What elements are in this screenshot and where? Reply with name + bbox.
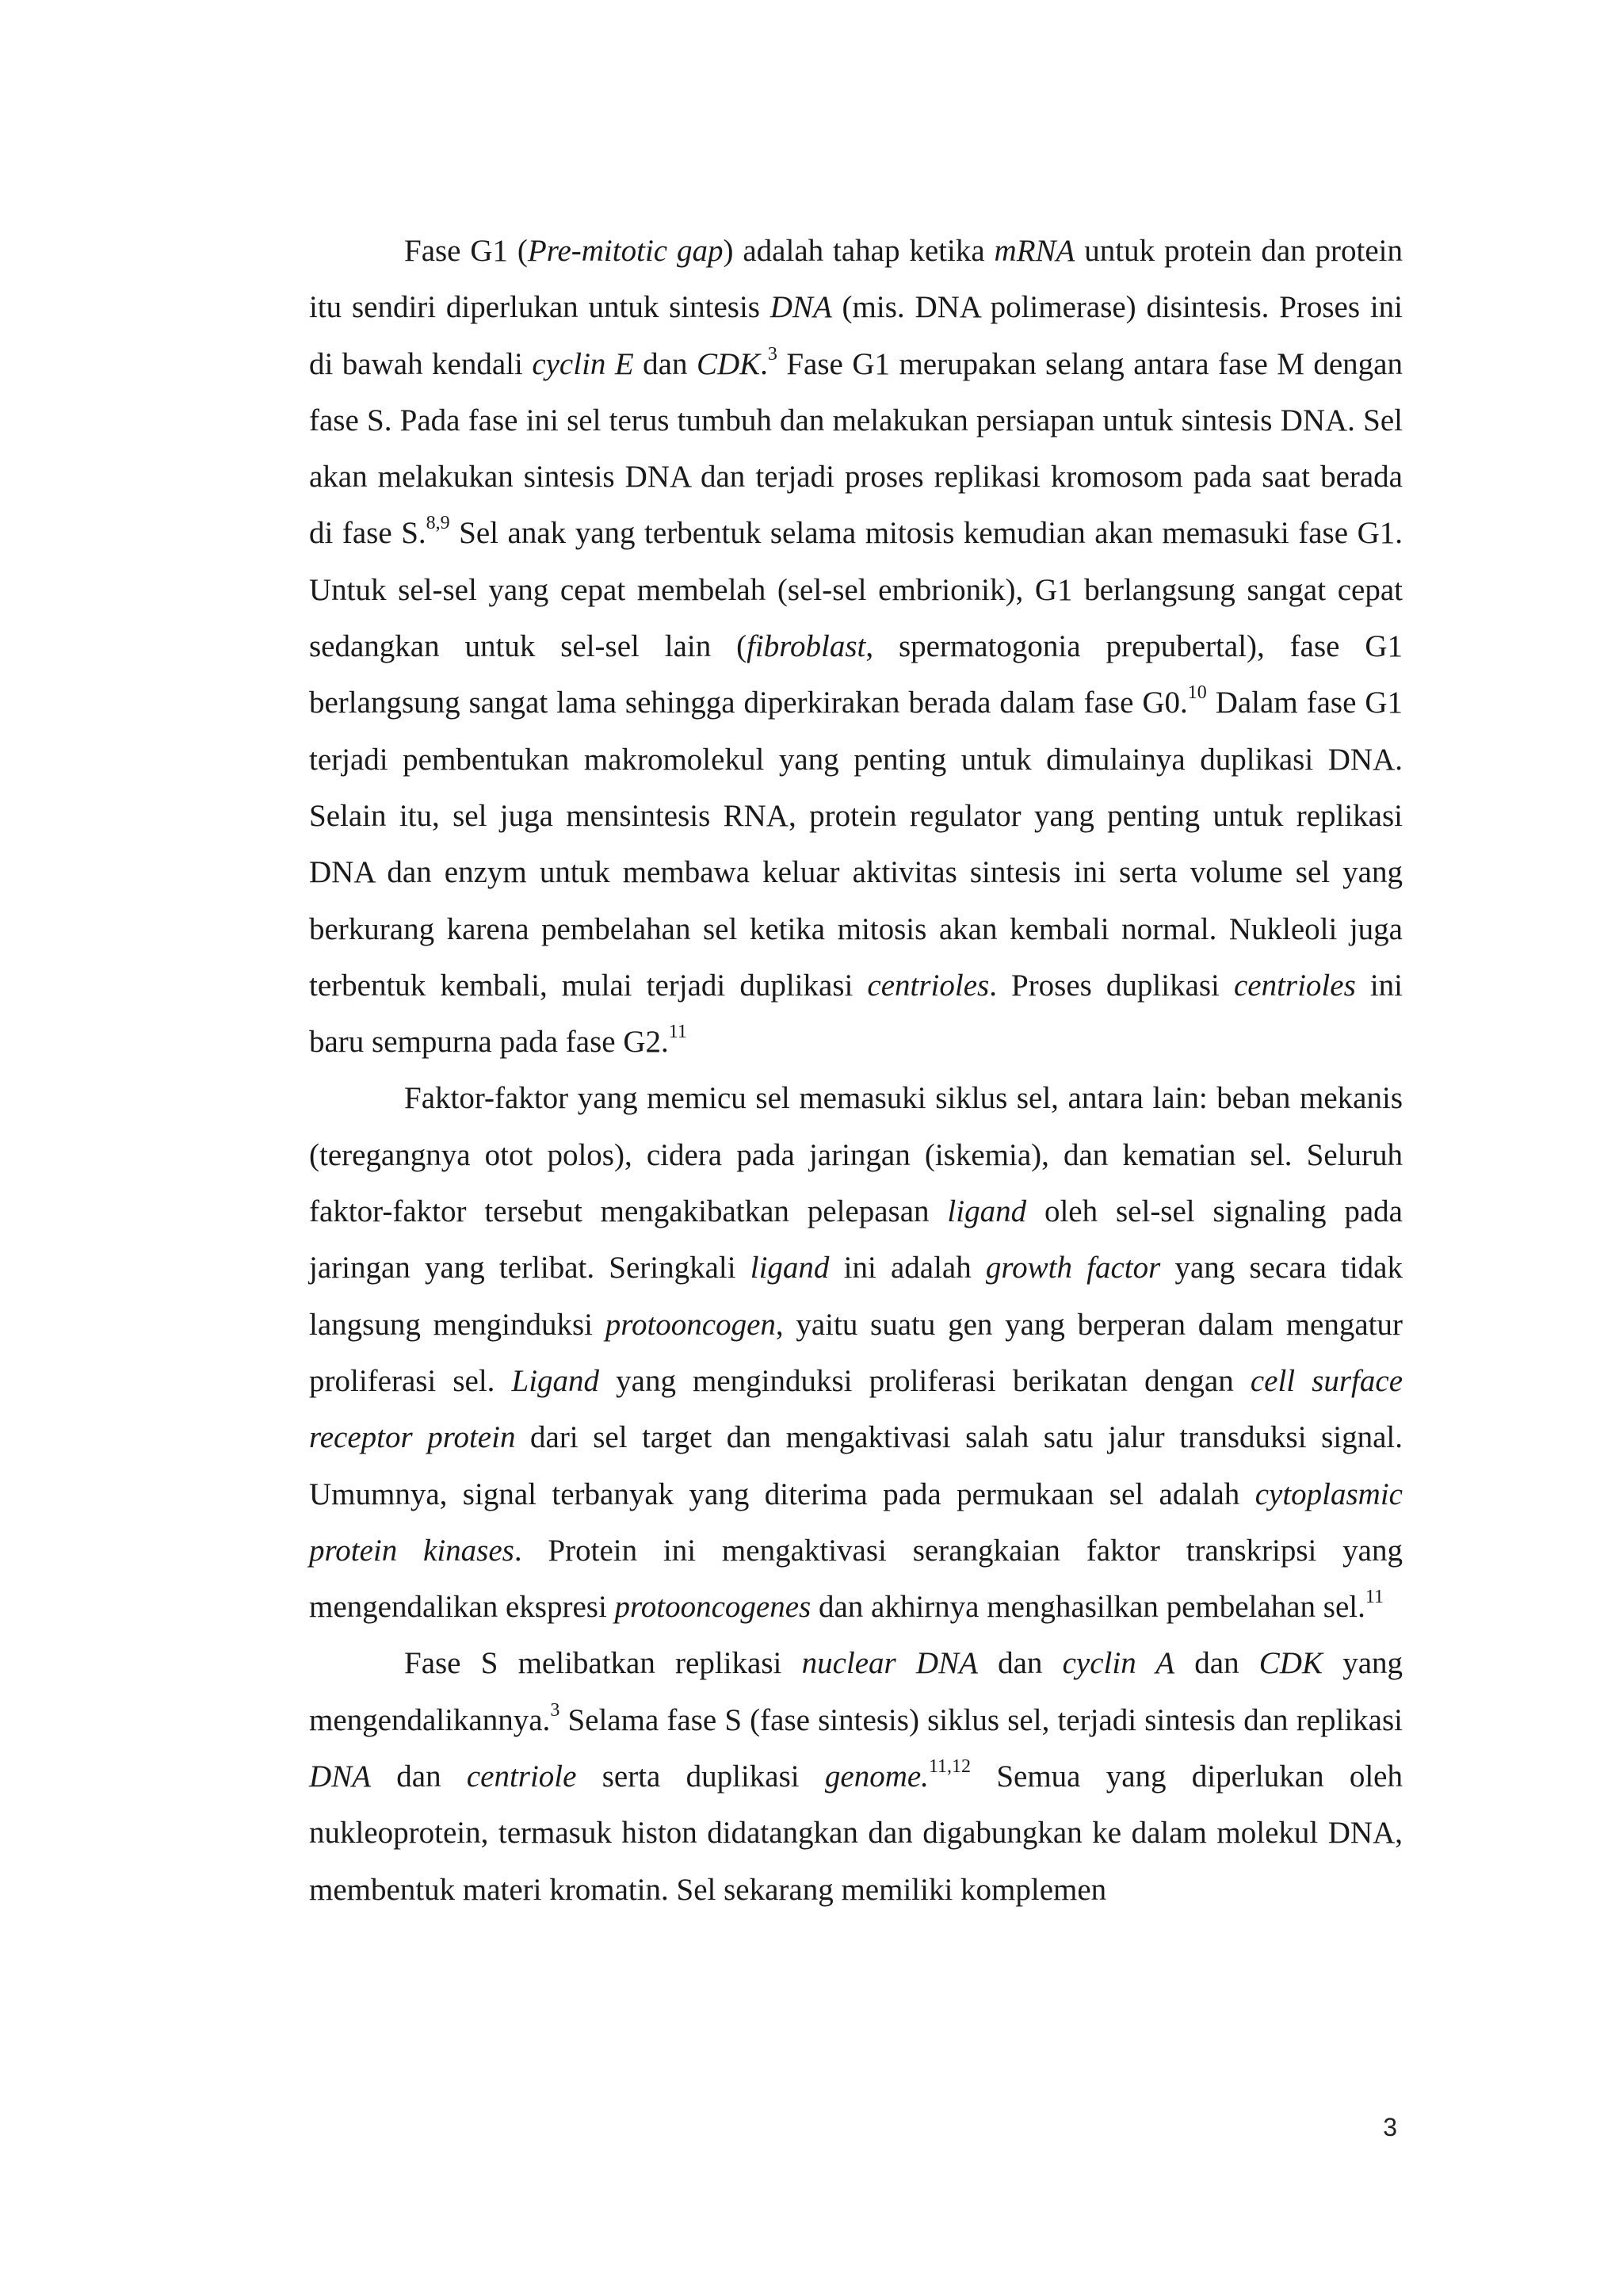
text-run: untuk protein dan protein itu sendiri diperlukan untuk sintesis [309, 234, 1403, 325]
text-run: ini adalah [829, 1251, 986, 1286]
text-run: yang secara tidak langsung menginduksi [309, 1251, 1403, 1342]
text-run: Selama fase S (fase sintesis) siklus sel, terjadi sintesis dan replikasi [559, 1702, 1403, 1737]
text-run: Fase G1 ( [404, 234, 528, 268]
italic-term: growth factor [985, 1251, 1161, 1286]
text-run: . Proses duplikasi [989, 968, 1234, 1003]
paragraph-g1-phase [309, 223, 1403, 1070]
text-run: dan akhirnya menghasilkan pembelahan sel. [811, 1590, 1365, 1625]
text-run: Sel anak yang terbentuk selama mitosis kemudian akan memasuki fase G1. Untuk sel-sel yang cepat membelah (sel-sel embrionik), G1 berlangsung sangat cepat sedangkan untuk sel-sel lain ( [309, 516, 1403, 664]
text-run: (mis. DNA polimerase) disintesis. Proses ini di bawah kendali [309, 290, 1403, 381]
text-run: Fase S melibatkan replikasi [404, 1646, 802, 1681]
italic-term: fibroblast [747, 629, 866, 664]
italic-term: DNA [309, 1759, 371, 1794]
italic-term: genome. [824, 1759, 929, 1794]
italic-term: centrioles [1233, 968, 1356, 1003]
italic-term: nuclear DNA [801, 1646, 978, 1681]
text-run: dan [633, 346, 697, 381]
italic-term: ligand [947, 1194, 1027, 1229]
page-number: 3 [1383, 2113, 1397, 2141]
text-run: Faktor-faktor yang memicu sel memasuki siklus sel, antara lain: beban mekanis (teregangnya otot polos), cidera pada jaringan (iskemia), dan kematian sel. Seluruh faktor-faktor tersebut mengakibatkan pelepasan [309, 1081, 1403, 1229]
text-run: dan [977, 1646, 1063, 1681]
italic-term: cyclin A [1062, 1646, 1175, 1681]
text-run: dari sel target dan mengaktivasi salah satu jalur transduksi signal. Umumnya, signal terbanyak yang diterima pada permukaan sel adalah [309, 1420, 1403, 1511]
italic-term: cytoplasmic protein kinases [309, 1477, 1403, 1568]
text-run: dan [1174, 1646, 1259, 1681]
text-run: ) adalah tahap ketika [723, 234, 995, 268]
text-run: yang menginduksi proliferasi berikatan dengan [599, 1363, 1251, 1398]
body-text [309, 223, 1403, 1918]
italic-term: Ligand [511, 1363, 600, 1398]
italic-term: centriole [466, 1759, 577, 1794]
footnote-reference: 3 [550, 1699, 560, 1721]
italic-term: CDK [1258, 1646, 1323, 1681]
text-run: , yaitu suatu gen yang berperan dalam mengatur proliferasi sel. [309, 1307, 1403, 1398]
footnote-reference: 11 [1365, 1587, 1384, 1608]
text-run: ini baru sempurna pada fase G2. [309, 968, 1403, 1060]
text-run: , spermatogonia prepubertal), fase G1 berlangsung sangat lama sehingga diperkirakan berada dalam fase G0. [309, 629, 1403, 720]
italic-term: cyclin E [532, 346, 634, 381]
italic-term: Pre-mitotic gap [527, 234, 724, 268]
italic-term: cell surface receptor protein [309, 1363, 1403, 1455]
footnote-reference: 11 [668, 1022, 687, 1043]
text-run: dan [371, 1759, 467, 1794]
text-run: . [760, 346, 768, 381]
footnote-reference: 11,12 [928, 1756, 972, 1778]
text-run: serta duplikasi [576, 1759, 825, 1794]
italic-term: ligand [750, 1251, 830, 1286]
italic-term: CDK [696, 346, 761, 381]
footnote-reference: 8,9 [426, 513, 450, 534]
italic-term: protooncogenes [614, 1590, 812, 1625]
text-run: Fase G1 merupakan selang antara fase M dengan fase S. Pada fase ini sel terus tumbuh dan melakukan persiapan untuk sintesis DNA. Sel akan melakukan sintesis DNA dan terjadi proses replikasi kromosom pada saat berada di fase S. [309, 346, 1403, 551]
text-run: Dalam fase G1 terjadi pembentukan makromolekul yang penting untuk dimulainya duplikasi DNA. Selain itu, sel juga mensintesis RNA, protein regulator yang penting untuk replikasi DNA dan enzym untuk membawa keluar aktivitas sintesis ini serta volume sel yang berkurang karena pembelahan sel ketika mitosis akan kembali normal. Nukleoli juga terbentuk kembali, mulai terjadi duplikasi [309, 686, 1403, 1003]
text-run: . Protein ini mengaktivasi serangkaian faktor transkripsi yang mengendalikan ekspresi [309, 1533, 1403, 1625]
paragraph-s-phase [309, 1635, 1403, 1917]
paragraph-cell-cycle-triggers [309, 1070, 1403, 1635]
italic-term: DNA [769, 290, 832, 325]
italic-term: mRNA [994, 234, 1075, 268]
text-run: oleh sel-sel signaling pada jaringan yang terlibat. Seringkali [309, 1194, 1403, 1286]
text-run: Semua yang diperlukan oleh nukleoprotein, termasuk histon didatangkan dan digabungkan ke dalam molekul DNA, membentuk materi kromatin. Sel sekarang memiliki komplemen [309, 1759, 1403, 1907]
footnote-reference: 10 [1187, 682, 1207, 704]
footnote-reference: 3 [767, 343, 777, 365]
text-run: yang mengendalikannya. [309, 1646, 1403, 1737]
italic-term: protooncogen [605, 1307, 776, 1342]
italic-term: centrioles [867, 968, 990, 1003]
